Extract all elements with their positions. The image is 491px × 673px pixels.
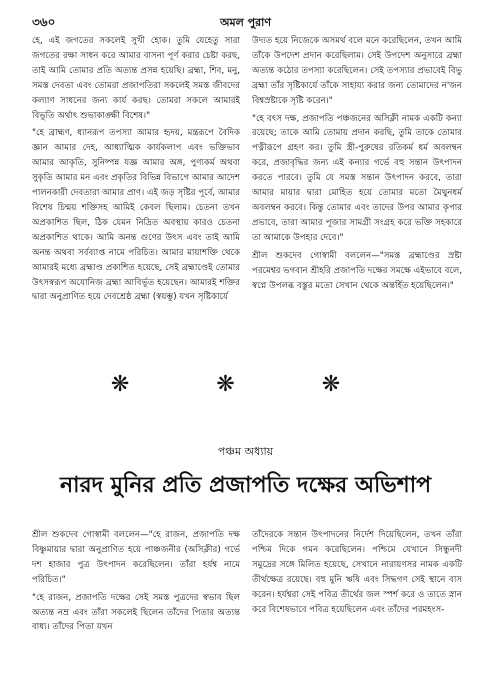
chapter-title: নারদ মুনির প্রতি প্রজাপতি দক্ষের অভিশাপ [59,473,432,498]
right-column-top [252,34,462,296]
paragraph: শ্রীল শুকদেব গোস্বামী বললেন—"হে রাজন, প্রজাপতি দক্ষ বিষ্ণুমায়ার দ্বারা অনুপ্রাণিত হয়ে পাঞ্চজনীর (অসিক্লীর) গর্ভে দশ হাজার পুত্র উৎপাদন করেছিলেন। তাঁরা হর্যশ্ব নামে পরিচিত।" [32,530,240,585]
running-head: অমল পুরাণ [219,16,272,29]
section-ornaments: ❋ ❋ ❋ [110,372,381,397]
paragraph: উদ্যত হয়ে নিজেকে অসমর্থ বলে মনে করেছিলেন, তখন আমি তাঁকে উপদেশ প্রদান করেছিলাম। সেই উপদেশ অনুসারে ব্রহ্মা অত্যন্ত কঠোর তপস্যা করেছিলেন। সেই তপস্যার প্রভাবেই বিভু ব্রহ্মা তাঁর সৃষ্টিকার্যে তাঁকে সাহায্য করার জন্য তোমাদের ন'জন বিশ্বস্রষ্টাকে সৃষ্টি করেন।" [252,36,462,106]
left-column-top [32,34,240,308]
paragraph: "হে বৎস দক্ষ, প্রজাপতি পঞ্চজনের অসিক্লী নামক একটি কন্যা রয়েছে; তাকে আমি তোমায় প্রদান করছি, তুমি তাকে তোমার পত্নীরূপে গ্রহণ কর। তুমি স্ত্রী-পুরুষের রতিকর্ম ধর্ম অবলম্বন করে, প্রজাবৃদ্ধির জন্য এই কন্যার গর্ভে বহু সন্তান উৎপাদন করতে পারবে। তুমি যে সমস্ত সন্তান উৎপাদন করবে, তারা আমার মায়ার দ্বারা মোহিত হয়ে তোমার মতো মৈথুনধর্ম অবলম্বন করবে। কিন্তু তোমার এবং তাদের উপর আমার কৃপার প্রভাবে, তারা আমার পূজার সামগ্রী সংগ্রহ করে ভক্তি সহকারে তা আমাকে উপহার দেবে।" [252,113,462,243]
paragraph: "হে ব্রাহ্মণ, ধ্যানরূপ তপস্যা আমার হৃদয়, মন্ত্ররূপে বৈদিক জ্ঞান আমার দেহ, আধ্যাত্মিক কার্যকলাপ এবং ভক্তিভাব আমার আকৃতি, সুনিষ্পন্ন যজ্ঞ আমার অঙ্গ, পুণ্যকর্ম অথবা সুকৃতি আমার মন এবং প্রকৃতির বিভিন্ন বিভাগে আমার আদেশ পালনকারী দেবতারা আমার প্রাণ। এই জড় সৃষ্টির পূর্বে, আমার বিশেষ চিন্ময় শক্তিসহ আমিই কেবল ছিলাম। চেতনা তখন অপ্রকাশিত ছিল, ঠিক যেমন নিদ্রিত অবস্থায় কারও চেতনা অপ্রকাশিত থাকে। আমি অনন্ত গুণের উৎস এবং তাই আমি অনন্ত অথবা সর্বব্যাপ্ত নামে পরিচিত। আমার মায়াশক্তি থেকে আমারই মধ্যে ব্রহ্মাণ্ড প্রকাশিত হয়েছে, সেই ব্রহ্মাণ্ডেই তোমার উৎসস্বরূপ অযোনিজ ব্রহ্মা আবির্ভূত হয়েছেন। আমারই শক্তির দ্বারা অনুপ্রাণিত হয়ে দেবশ্রেষ্ঠ ব্রহ্মা (স্বয়ম্ভূ) যখন সৃষ্টিকার্যে [32,128,240,303]
paragraph: হে, এই জগতের সকলেই সুখী হোক। তুমি যেহেতু সারা জগতের রক্ষা সাধন করে আমার বাসনা পূর্ণ করার চেষ্টা করছ, তাই আমি তোমার প্রতি অত্যন্ত প্রসন্ন হয়েছি। ব্রহ্মা, শিব, মনু, সমস্ত দেবতা এবং তোমরা প্রজাপতিরা সকলেই সমস্ত জীবদের কল্যাণ সাধনের জন্য কার্য করছ। তোমরা সকলে আমারই বিভূতি অর্থাৎ শুভাকাঙ্ক্ষী বিশেষ।" [32,36,240,121]
left-column-bottom [32,528,240,638]
paragraph: "হে রাজন, প্রজাপতি দক্ষের সেই সমস্ত পুত্রদের স্বভাব ছিল অত্যন্ত নম্র এবং তাঁরা সকলেই ছিলেন তাঁদের পিতার অত্যন্ত বাধ্য। তাঁদের পিতা যখন [32,592,240,633]
page-number: ৩৬০ [32,15,56,29]
paragraph: শ্রীল শুকদেব গোস্বামী বললেন—"সমস্ত ব্রহ্মাণ্ডের স্রষ্টা পরমেশ্বর ভগবান শ্রীহরি প্রজাপতি দক্ষের সমক্ষে এইভাবে বলে, স্বপ্নে উপলব্ধ বস্তুর মতো সেখান থেকে অন্তর্হিত হয়েছিলেন।" [252,250,462,291]
chapter-label: পঞ্চম অধ্যায় [217,445,274,458]
right-column-bottom [252,528,462,620]
paragraph: তাঁদেরকে সন্তান উৎপাদনের নির্দেশ দিয়েছিলেন, তখন তাঁরা পশ্চিম দিকে গমন করেছিলেন। পশ্চিমে যেখানে সিন্ধুনদী সমুদ্রের সঙ্গে মিলিত হয়েছে, সেখানে নারায়ণসর নামক একটি তীর্থক্ষেত্র রয়েছে। বহু মুনি ঋষি এবং সিদ্ধগণ সেই স্থানে বাস করেন। হর্যশ্বরা সেই পবিত্র তীর্থের জল স্পর্শ করে ও তাতে স্নান করে বিশেষভাবে পবিত্র হয়েছিলেন এবং তাঁদের পরমহংস- [252,530,462,615]
